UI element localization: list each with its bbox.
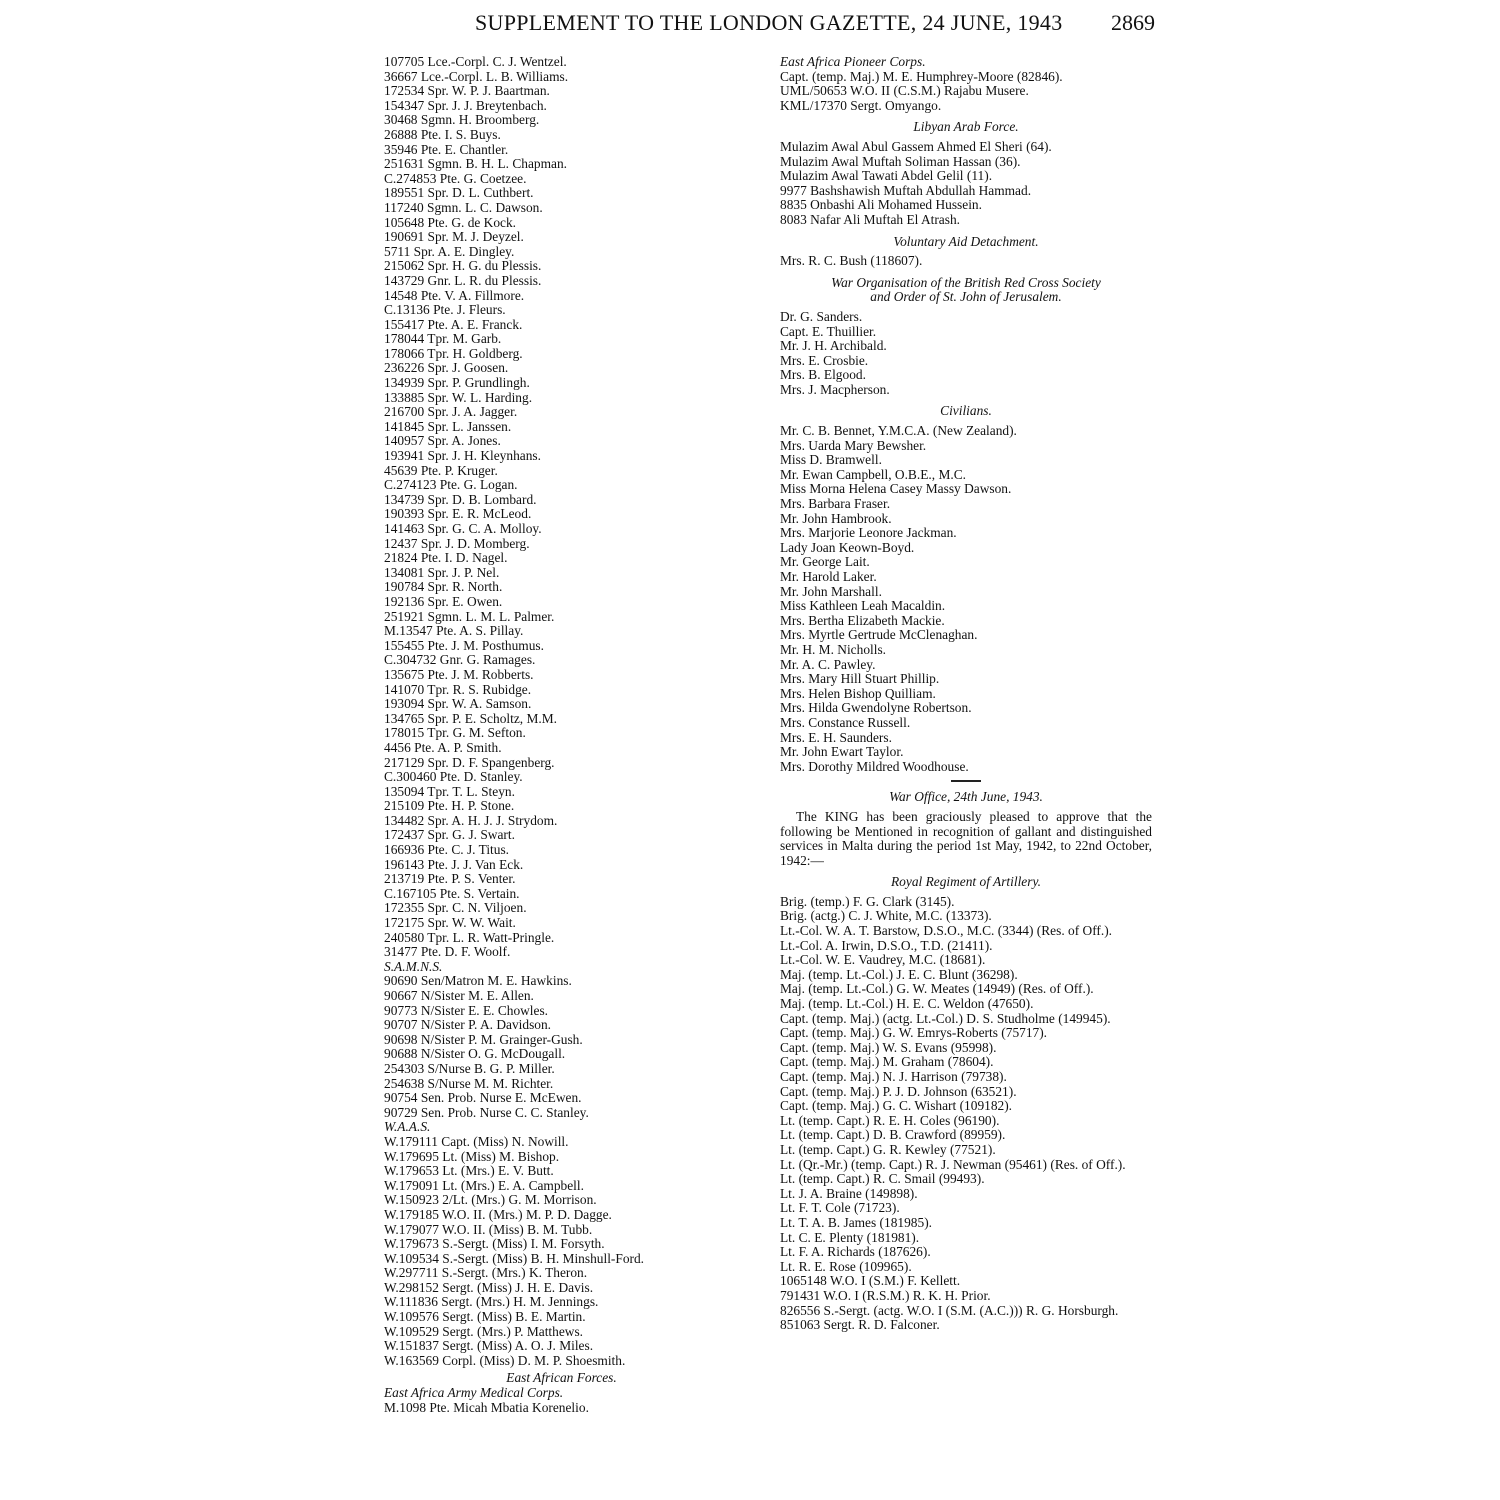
list-item: Lt.-Col. W. A. T. Barstow, D.S.O., M.C. (3344) (Res. of Off.).	[780, 923, 1113, 939]
list-item: Mrs. Barbara Fraser.	[780, 496, 891, 512]
list-item: Miss D. Bramwell.	[780, 452, 882, 468]
list-item: 236226 Spr. J. Goosen.	[384, 360, 509, 376]
entry-list-red-cross	[780, 310, 1152, 398]
list-item: UML/50653 W.O. II (C.S.M.) Rajabu Musere.	[780, 83, 1029, 99]
list-item: 215062 Spr. H. G. du Plessis.	[384, 258, 542, 274]
section-heading-east-african-forces: East African Forces.	[506, 1370, 617, 1386]
list-item: Mrs. Uarda Mary Bewsher.	[780, 437, 927, 453]
list-item: 193094 Spr. W. A. Samson.	[384, 696, 532, 712]
list-item: Mr. George Lait.	[780, 554, 870, 570]
list-item: Mr. A. C. Pawley.	[780, 656, 876, 672]
list-item: W.179111 Capt. (Miss) N. Nowill.	[384, 1133, 569, 1149]
list-item: Mr. J. H. Archibald.	[780, 338, 887, 354]
list-item: Mrs. Myrtle Gertrude McClenaghan.	[780, 627, 978, 643]
list-item: 254638 S/Nurse M. M. Richter.	[384, 1075, 554, 1091]
list-item: 254303 S/Nurse B. G. P. Miller.	[384, 1060, 555, 1076]
list-item: Maj. (temp. Lt.-Col.) J. E. C. Blunt (36298).	[780, 966, 1018, 982]
list-item: 31477 Pte. D. F. Woolf.	[384, 944, 511, 960]
list-item: Capt. (temp. Maj.) M. Graham (78604).	[780, 1054, 994, 1070]
list-item: Capt. (temp. Maj.) G. W. Emrys-Roberts (75717).	[780, 1025, 1048, 1041]
list-item: W.298152 Sergt. (Miss) J. H. E. Davis.	[384, 1279, 594, 1295]
list-item: Capt. (temp. Maj.) N. J. Harrison (79738).	[780, 1069, 1007, 1084]
list-item: 14548 Pte. V. A. Fillmore.	[384, 287, 525, 303]
right-column	[780, 55, 1152, 1333]
war-office-dateline: War Office, 24th June, 1943.	[889, 789, 1043, 805]
list-item: 141070 Tpr. R. S. Rubidge.	[384, 681, 532, 697]
list-item: Lt.-Col. A. Irwin, D.S.O., T.D. (21411).	[780, 937, 993, 953]
list-item: M.13547 Pte. A. S. Pillay.	[384, 623, 524, 639]
entry-list-civilians	[780, 424, 1152, 774]
section-heading-civilians: Civilians.	[940, 403, 992, 419]
list-item: 105648 Pte. G. de Kock.	[384, 214, 517, 230]
list-item: C.274853 Pte. G. Coetzee.	[384, 170, 527, 186]
left-column	[384, 55, 739, 1415]
list-item: 12437 Spr. J. D. Momberg.	[384, 535, 530, 551]
list-item: Mrs. Dorothy Mildred Woodhouse.	[780, 758, 969, 774]
list-item: W.111836 Sergt. (Mrs.) H. M. Jennings.	[384, 1294, 599, 1310]
page-number: 2869	[1111, 10, 1155, 35]
section-heading-east-africa-army-medical-corps: East Africa Army Medical Corps.	[384, 1385, 564, 1401]
list-item: C.304732 Gnr. G. Ramages.	[384, 652, 536, 668]
list-item: 189551 Spr. D. L. Cuthbert.	[384, 185, 534, 201]
list-item: W.179653 Lt. (Mrs.) E. V. Butt.	[384, 1163, 554, 1179]
list-item: W.109576 Sergt. (Miss) B. E. Martin.	[384, 1309, 586, 1325]
list-item: 216700 Spr. J. A. Jagger.	[384, 404, 518, 420]
list-item: 172355 Spr. C. N. Viljoen.	[384, 900, 527, 916]
list-item: Dr. G. Sanders.	[780, 308, 863, 324]
list-item: Capt. (temp. Maj.) G. C. Wishart (109182).	[780, 1098, 1013, 1114]
list-item: Capt. (temp. Maj.) P. J. D. Johnson (63521).	[780, 1083, 1017, 1099]
list-item: Mrs. J. Macpherson.	[780, 381, 890, 397]
list-item: Lt. (temp. Capt.) R. E. H. Coles (96190).	[780, 1112, 1000, 1128]
list-item: 155455 Pte. J. M. Posthumus.	[384, 637, 544, 653]
list-item: Mr. John Marshall.	[780, 583, 882, 599]
list-item: Lt. F. T. Cole (71723).	[780, 1200, 900, 1216]
list-item: C.300460 Pte. D. Stanley.	[384, 769, 523, 785]
list-item: C.13136 Pte. J. Fleurs.	[384, 302, 506, 318]
list-item: Maj. (temp. Lt.-Col.) G. W. Meates (14949) (Res. of Off.).	[780, 981, 1094, 997]
list-item: Mr. C. B. Bennet, Y.M.C.A. (New Zealand).	[780, 423, 1017, 439]
section-heading-royal-regiment-of-artillery: Royal Regiment of Artillery.	[891, 874, 1041, 890]
list-item: 1065148 W.O. I (S.M.) F. Kellett.	[780, 1273, 961, 1289]
list-item: W.179185 W.O. II. (Mrs.) M. P. D. Dagge.	[384, 1206, 612, 1222]
list-item: 45639 Pte. P. Kruger.	[384, 462, 498, 478]
list-item: 133885 Spr. W. L. Harding.	[384, 389, 533, 405]
page-title: SUPPLEMENT TO THE LONDON GAZETTE, 24 JUNE, 1943	[475, 10, 1063, 35]
list-item: Mrs. Bertha Elizabeth Mackie.	[780, 612, 945, 628]
list-item: Mrs. Constance Russell.	[780, 714, 911, 730]
list-item: C.167105 Pte. S. Vertain.	[384, 885, 520, 901]
list-item: 117240 Sgmn. L. C. Dawson.	[384, 199, 543, 215]
list-item: 172437 Spr. G. J. Swart.	[384, 827, 515, 843]
list-item: 826556 S.-Sergt. (actg. W.O. I (S.M. (A.C.))) R. G. Horsburgh.	[780, 1302, 1119, 1318]
list-item: W.150923 2/Lt. (Mrs.) G. M. Morrison.	[384, 1192, 597, 1208]
list-item: 851063 Sergt. R. D. Falconer.	[780, 1317, 940, 1333]
list-item: Lt. T. A. B. James (181985).	[780, 1214, 932, 1230]
list-item: 141463 Spr. G. C. A. Molloy.	[384, 521, 542, 536]
list-item: 8835 Onbashi Ali Mohamed Hussein.	[780, 197, 982, 213]
list-item: Capt. (temp. Maj.) M. E. Humphrey-Moore (82846).	[780, 68, 1063, 84]
list-item: Lt.-Col. W. E. Vaudrey, M.C. (18681).	[780, 952, 986, 968]
list-item: Lady Joan Keown-Boyd.	[780, 539, 915, 555]
list-item: W.179091 Lt. (Mrs.) E. A. Campbell.	[384, 1177, 584, 1193]
list-item: W.109529 Sergt. (Mrs.) P. Matthews.	[384, 1323, 584, 1339]
list-item: Mrs. B. Elgood.	[780, 367, 866, 383]
list-item: 90773 N/Sister E. E. Chowles.	[384, 1002, 549, 1018]
list-item: Mrs. Hilda Gwendolyne Robertson.	[780, 700, 972, 716]
section-heading-voluntary-aid-detachment: Voluntary Aid Detachment.	[893, 233, 1039, 249]
list-item: 251921 Sgmn. L. M. L. Palmer.	[384, 608, 555, 624]
list-item: 9977 Bashshawish Muftah Abdullah Hammad.	[780, 182, 1032, 198]
list-item: 215109 Pte. H. P. Stone.	[384, 798, 515, 814]
list-item: 90667 N/Sister M. E. Allen.	[384, 988, 534, 1003]
list-item: Mrs. E. H. Saunders.	[780, 729, 892, 745]
list-item: Lt. (temp. Capt.) G. R. Kewley (77521).	[780, 1141, 996, 1157]
list-item: W.151837 Sergt. (Miss) A. O. J. Miles.	[384, 1338, 594, 1354]
war-office-paragraph: The KING has been graciously pleased to approve that the following be Mentioned in recognition of gallant and distinguished services in Malta during the period 1st May, 1942, to 22nd October, 1942:—	[780, 808, 1152, 868]
list-item: 30468 Sgmn. H. Broomberg.	[384, 112, 540, 128]
list-item: 134765 Spr. P. E. Scholtz, M.M.	[384, 710, 557, 726]
list-item: 172534 Spr. W. P. J. Baartman.	[384, 83, 550, 99]
list-item: Mr. Ewan Campbell, O.B.E., M.C.	[780, 466, 966, 482]
list-item: Miss Morna Helena Casey Massy Dawson.	[780, 481, 1012, 497]
list-item: 5711 Spr. A. E. Dingley.	[384, 243, 515, 259]
list-item: 143729 Gnr. L. R. du Plessis.	[384, 272, 542, 288]
list-item: 26888 Pte. I. S. Buys.	[384, 126, 501, 142]
list-item: 213719 Pte. P. S. Venter.	[384, 871, 516, 887]
section-heading-red-cross-line-1: War Organisation of the British Red Cross Society	[831, 274, 1101, 290]
list-item: Lt. C. E. Plenty (181981).	[780, 1229, 920, 1245]
list-item: Brig. (actg.) C. J. White, M.C. (13373).	[780, 908, 992, 924]
list-item: Mrs. R. C. Bush (118607).	[780, 253, 923, 269]
list-item: 134482 Spr. A. H. J. J. Strydom.	[384, 812, 558, 828]
section-heading-east-africa-pioneer-corps: East Africa Pioneer Corps.	[780, 54, 926, 69]
list-item: Maj. (temp. Lt.-Col.) H. E. C. Weldon (47650).	[780, 996, 1034, 1012]
list-item: 134939 Spr. P. Grundlingh.	[384, 375, 530, 391]
list-item: 90707 N/Sister P. A. Davidson.	[384, 1017, 552, 1033]
list-item: 196143 Pte. J. J. Van Eck.	[384, 856, 524, 872]
list-item: Mr. John Ewart Taylor.	[780, 744, 904, 760]
list-item: Capt. (temp. Maj.) (actg. Lt.-Col.) D. S. Studholme (149945).	[780, 1010, 1111, 1026]
list-item: 154347 Spr. J. J. Breytenbach.	[384, 97, 547, 113]
list-item: W.109534 S.-Sergt. (Miss) B. H. Minshull-Ford.	[384, 1250, 645, 1266]
list-item: M.1098 Pte. Micah Mbatia Korenelio.	[384, 1399, 589, 1415]
list-item: Mr. Harold Laker.	[780, 569, 877, 584]
list-item: 21824 Pte. I. D. Nagel.	[384, 550, 508, 566]
list-item: KML/17370 Sergt. Omyango.	[780, 97, 942, 113]
list-item: Lt. R. E. Rose (109965).	[780, 1258, 912, 1274]
entry-list-samns	[384, 974, 739, 1120]
list-item: Mrs. Mary Hill Stuart Phillip.	[780, 671, 940, 687]
entry-list-vad	[780, 254, 1152, 269]
list-item: 140957 Spr. A. Jones.	[384, 433, 501, 449]
list-item: 217129 Spr. D. F. Spangenberg.	[384, 754, 555, 770]
list-item: Lt. (temp. Capt.) D. B. Crawford (89959).	[780, 1127, 1006, 1143]
list-item: 90688 N/Sister O. G. McDougall.	[384, 1046, 566, 1062]
list-item: 172175 Spr. W. W. Wait.	[384, 915, 516, 931]
list-item: W.179673 S.-Sergt. (Miss) I. M. Forsyth.	[384, 1236, 605, 1252]
section-divider	[951, 780, 981, 782]
gazette-header	[385, 10, 1155, 42]
entry-list-waas	[384, 1135, 739, 1369]
list-item: W.297711 S.-Sergt. (Mrs.) K. Theron.	[384, 1265, 588, 1281]
list-item: 178044 Tpr. M. Garb.	[384, 331, 502, 347]
list-item: 90729 Sen. Prob. Nurse C. C. Stanley.	[384, 1104, 589, 1120]
list-item: 178015 Tpr. G. M. Sefton.	[384, 725, 526, 741]
list-item: 134739 Spr. D. B. Lombard.	[384, 491, 537, 507]
list-item: 8083 Nafar Ali Muftah El Atrash.	[780, 211, 960, 227]
list-item: 141845 Spr. L. Janssen.	[384, 418, 512, 434]
list-item: Lt. (temp. Capt.) R. C. Smail (99493).	[780, 1171, 985, 1187]
list-item: Mr. John Hambrook.	[780, 510, 892, 526]
section-heading-red-cross-line-2: and Order of St. John of Jerusalem.	[870, 289, 1062, 305]
list-item: W.179077 W.O. II. (Miss) B. M. Tubb.	[384, 1221, 593, 1237]
list-item: Lt. F. A. Richards (187626).	[780, 1244, 931, 1260]
list-item: C.274123 Pte. G. Logan.	[384, 477, 518, 493]
section-heading-libyan-arab-force: Libyan Arab Force.	[913, 119, 1019, 135]
list-item: W.179695 Lt. (Miss) M. Bishop.	[384, 1148, 560, 1164]
list-item: Miss Kathleen Leah Macaldin.	[780, 598, 946, 614]
section-heading-samns: S.A.M.N.S.	[384, 958, 443, 974]
list-item: Mulazim Awal Abul Gassem Ahmed El Sheri (64).	[780, 138, 1052, 154]
list-item: 791431 W.O. I (R.S.M.) R. K. H. Prior.	[780, 1287, 991, 1303]
list-item: 107705 Lce.-Corpl. C. J. Wentzel.	[384, 54, 567, 69]
section-heading-waas: W.A.A.S.	[384, 1119, 431, 1135]
list-item: 190784 Spr. R. North.	[384, 579, 503, 595]
list-item: 134081 Spr. J. P. Nel.	[384, 564, 500, 580]
list-item: 135094 Tpr. T. L. Steyn.	[384, 783, 515, 799]
list-item: Mrs. Marjorie Leonore Jackman.	[780, 525, 957, 541]
list-item: 193941 Spr. J. H. Kleynhans.	[384, 448, 541, 464]
list-item: 192136 Spr. E. Owen.	[384, 593, 503, 609]
list-item: W.163569 Corpl. (Miss) D. M. P. Shoesmith.	[384, 1352, 626, 1368]
list-item: Mulazim Awal Tawati Abdel Gelil (11).	[780, 168, 993, 184]
list-item: 155417 Pte. A. E. Franck.	[384, 316, 523, 332]
list-item: 166936 Pte. C. J. Titus.	[384, 842, 510, 858]
list-item: 90754 Sen. Prob. Nurse E. McEwen.	[384, 1090, 582, 1106]
list-item: 178066 Tpr. H. Goldberg.	[384, 345, 523, 361]
list-item: Mr. H. M. Nicholls.	[780, 641, 887, 657]
entry-list-rra	[780, 895, 1152, 1333]
list-item: Lt. J. A. Braine (149898).	[780, 1185, 918, 1201]
list-item: 190393 Spr. E. R. McLeod.	[384, 506, 532, 522]
list-item: 90690 Sen/Matron M. E. Hawkins.	[384, 973, 572, 989]
list-item: 35946 Pte. E. Chantler.	[384, 141, 509, 157]
list-item: Mrs. Helen Bishop Quilliam.	[780, 685, 936, 701]
list-item: Capt. (temp. Maj.) W. S. Evans (95998).	[780, 1039, 997, 1055]
list-item: 135675 Pte. J. M. Robberts.	[384, 666, 534, 682]
list-item: 240580 Tpr. L. R. Watt-Pringle.	[384, 929, 555, 945]
entry-list-south-african-forces	[384, 55, 739, 960]
entry-list-eamc	[384, 1401, 739, 1416]
list-item: 190691 Spr. M. J. Deyzel.	[384, 229, 524, 245]
list-item: 4456 Pte. A. P. Smith.	[384, 739, 502, 755]
list-item: 251631 Sgmn. B. H. L. Chapman.	[384, 156, 568, 172]
list-item: 36667 Lce.-Corpl. L. B. Williams.	[384, 68, 569, 84]
list-item: Lt. (Qr.-Mr.) (temp. Capt.) R. J. Newman (95461) (Res. of Off.).	[780, 1156, 1126, 1172]
entry-list-laf	[780, 140, 1152, 228]
list-item: Brig. (temp.) F. G. Clark (3145).	[780, 893, 955, 909]
entry-list-eapc	[780, 70, 1152, 114]
list-item: 90698 N/Sister P. M. Grainger-Gush.	[384, 1031, 583, 1047]
list-item: Capt. E. Thuillier.	[780, 323, 877, 339]
list-item: Mulazim Awal Muftah Soliman Hassan (36).	[780, 153, 1021, 169]
list-item: Mrs. E. Crosbie.	[780, 352, 869, 368]
